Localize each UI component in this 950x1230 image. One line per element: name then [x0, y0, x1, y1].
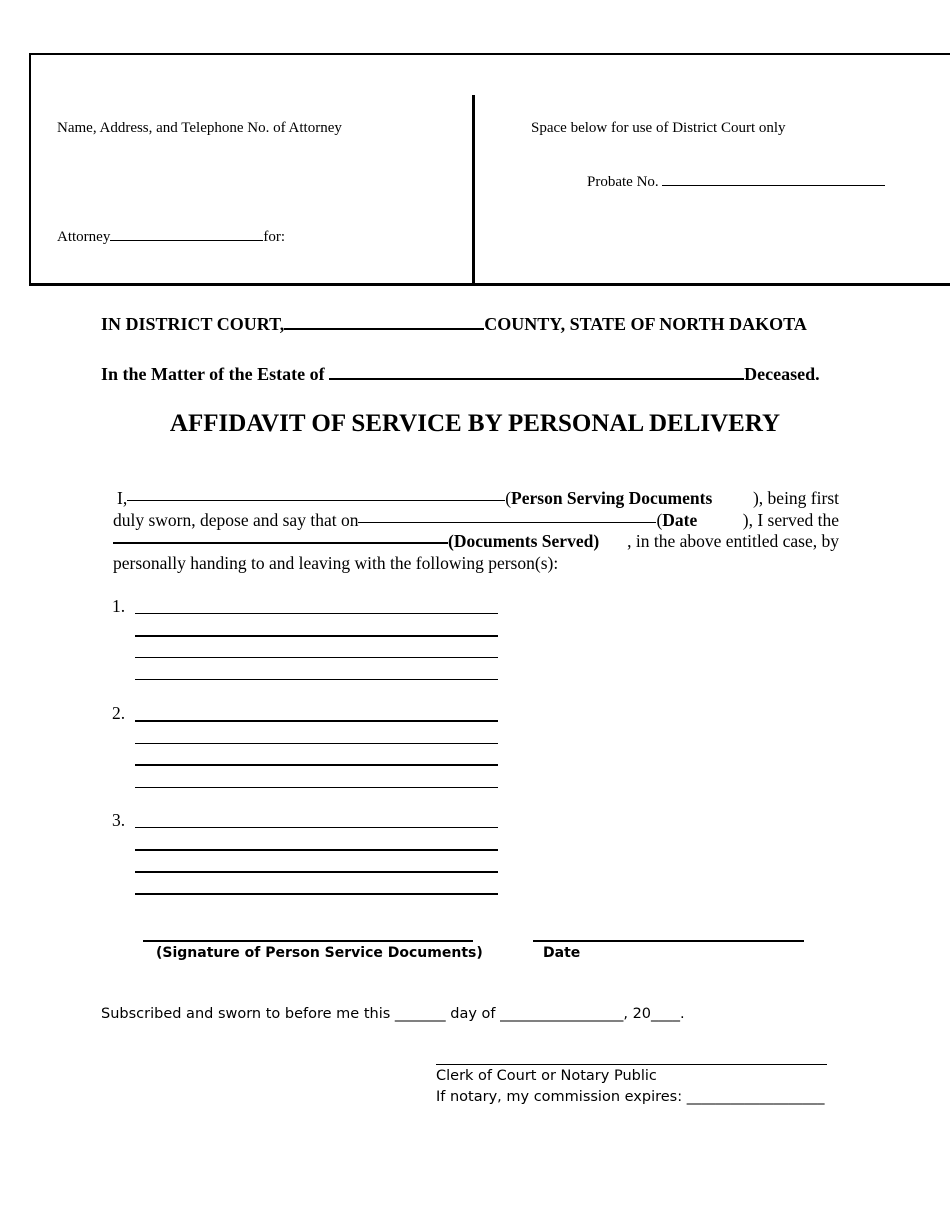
person-3-line-2[interactable] — [135, 849, 498, 851]
person-3-line-1[interactable] — [135, 827, 498, 828]
estate-caption-prefix: In the Matter of the Estate of — [101, 364, 325, 384]
affidavit-body — [113, 488, 839, 574]
person-2-line-3[interactable] — [135, 764, 498, 766]
clerk-label: Clerk of Court or Notary Public — [436, 1068, 657, 1084]
person-1-line-4[interactable] — [135, 679, 498, 680]
service-date-blank[interactable] — [358, 522, 656, 523]
duly-sworn-text: duly sworn, depose and say that on — [113, 509, 359, 530]
person-1-line-2[interactable] — [135, 635, 498, 637]
person-1-line-1[interactable] — [135, 613, 498, 614]
commission-expires-label: If notary, my commission expires: ___________________ — [436, 1089, 825, 1105]
header-box-top-border — [29, 53, 950, 55]
decedent-name-blank[interactable] — [329, 377, 744, 380]
person-3-line-3[interactable] — [135, 871, 498, 873]
documents-served-label: (Documents Served) — [448, 531, 600, 551]
estate-caption-suffix: Deceased. — [744, 364, 820, 384]
attorney-info-label: Name, Address, and Telephone No. of Attorney — [57, 120, 342, 136]
signature-line[interactable] — [143, 940, 473, 942]
body-line-4: personally handing to and leaving with the following person(s): — [113, 552, 559, 573]
person-serving-blank[interactable] — [127, 500, 505, 501]
header-box-left-border — [29, 53, 31, 285]
person-2-line-1[interactable] — [135, 720, 498, 722]
court-caption — [101, 314, 807, 335]
probate-no-line — [587, 174, 885, 191]
entitled-case-text: , in the above entitled case, by — [627, 531, 839, 551]
person-3-line-4[interactable] — [135, 893, 498, 895]
person-2-line-4[interactable] — [135, 787, 498, 788]
attorney-prefix: Attorney — [57, 229, 111, 245]
signature-label: (Signature of Person Service Documents) — [156, 945, 483, 961]
body-i-text: I, — [117, 488, 128, 508]
body-i-prefix: I, (Person Serving Documents — [117, 488, 713, 508]
served-the-text: ), I served the — [742, 509, 839, 530]
estate-caption — [101, 364, 820, 385]
body-line-2 — [113, 510, 839, 532]
body-line-1 — [113, 488, 839, 510]
attorney-for-suffix: for: — [263, 229, 285, 245]
date-label: Date — [662, 509, 698, 530]
header-box-divider — [472, 95, 475, 285]
court-caption-suffix: COUNTY, STATE OF NORTH DAKOTA — [484, 314, 807, 334]
court-caption-prefix: IN DISTRICT COURT, — [101, 314, 285, 334]
person-number-2: 2. — [112, 703, 126, 723]
duly-sworn-group: duly sworn, depose and say that on (Date — [113, 509, 698, 530]
body-line-3 — [113, 531, 839, 553]
person-1-line-3[interactable] — [135, 657, 498, 658]
header-box — [29, 53, 950, 285]
notary-signature-line[interactable] — [436, 1064, 827, 1065]
probate-number-blank[interactable] — [662, 184, 885, 186]
form-title: AFFIDAVIT OF SERVICE BY PERSONAL DELIVERY — [169, 410, 781, 437]
documents-served-blank[interactable] — [113, 542, 448, 544]
person-number-1: 1. — [112, 596, 126, 616]
jurat-text: Subscribed and sworn to before me this _______ day of _________________, 20____. — [101, 1006, 685, 1022]
person-serving-label: Person Serving Documents — [511, 488, 713, 508]
court-use-label: Space below for use of District Court only — [531, 120, 786, 136]
county-blank[interactable] — [284, 327, 484, 330]
being-first-text: ), being first — [752, 488, 839, 508]
person-number-3: 3. — [112, 810, 126, 830]
signature-date-line[interactable] — [533, 940, 804, 942]
attorney-name-blank[interactable] — [110, 239, 263, 241]
documents-group — [113, 531, 599, 553]
person-2-line-2[interactable] — [135, 743, 498, 744]
attorney-for-line — [57, 229, 285, 246]
signature-date-label: Date — [543, 945, 581, 961]
header-box-bottom-border — [29, 283, 950, 286]
probate-label: Probate No. — [587, 174, 659, 190]
